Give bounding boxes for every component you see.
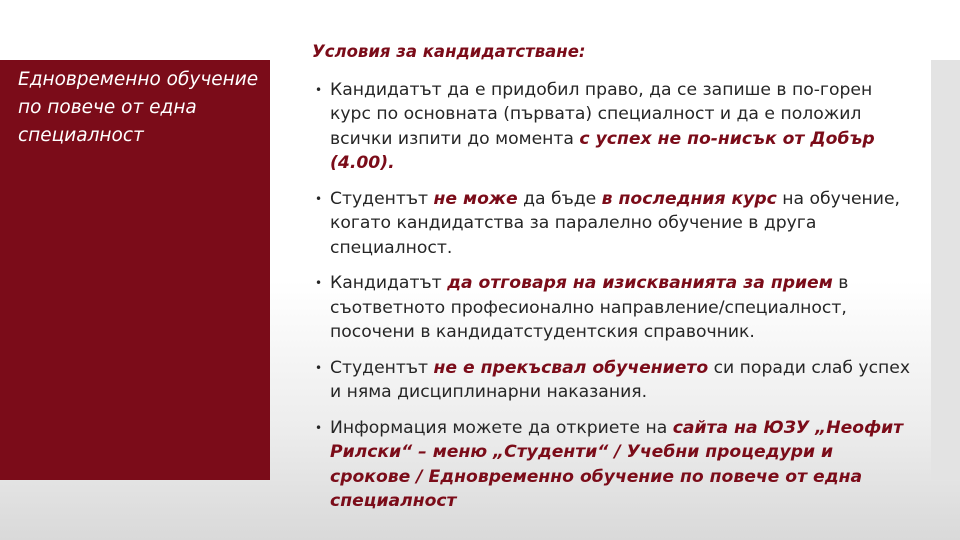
emphasized-text: сайта на ЮЗУ „Неофит Рилски“ – меню „Студенти“ / Учебни процедури и срокове / Едновременно обучение по повече от една специалност	[330, 417, 904, 511]
list-item	[312, 187, 912, 261]
decorative-side-bar	[931, 60, 960, 480]
slide-title: Едновременно обучение по повече от една специалност	[18, 69, 259, 146]
list-item	[312, 78, 912, 176]
emphasized-text: с успех не по-нисък от Добър (4.00).	[330, 128, 875, 173]
bullet-text: на обучение, когато кандидатства за паралелно обучение в друга специалност.	[330, 188, 901, 258]
bullet-text: Студентът	[330, 357, 434, 378]
bullet-icon: •	[315, 82, 323, 97]
emphasized-text: да отговаря на изискванията за прием	[447, 273, 833, 293]
bullet-icon: •	[315, 276, 323, 290]
emphasized-text: в последния курс	[601, 188, 777, 209]
content-area	[312, 40, 912, 525]
bullet-text: да бъде	[517, 188, 602, 209]
bullet-text: Кандидатът	[330, 273, 448, 293]
bullet-icon: •	[315, 191, 323, 206]
conditions-list	[312, 78, 912, 514]
emphasized-text: не може	[433, 188, 518, 209]
list-item	[312, 356, 912, 405]
bullet-text: си поради слаб успех и няма дисциплинарни наказания.	[330, 357, 911, 402]
bullet-text: в съответното професионално направление/специалност, посочени в кандидатстудентския справочник.	[330, 273, 849, 342]
bullet-text: Студентът	[330, 188, 434, 209]
bullet-text: Информация можете да откриете на	[330, 417, 673, 438]
list-item	[312, 271, 912, 345]
bullet-text: Кандидатът да е придобил право, да се запише в по-горен курс по основната (първата) специалност и да е положил всички изпити до момента	[330, 79, 873, 149]
bullet-icon: •	[315, 360, 323, 375]
list-item	[312, 416, 912, 514]
bullet-icon: •	[315, 420, 323, 435]
emphasized-text: не е прекъсвал обучението	[433, 357, 709, 378]
conditions-heading: Условия за кандидатстване:	[312, 42, 586, 61]
